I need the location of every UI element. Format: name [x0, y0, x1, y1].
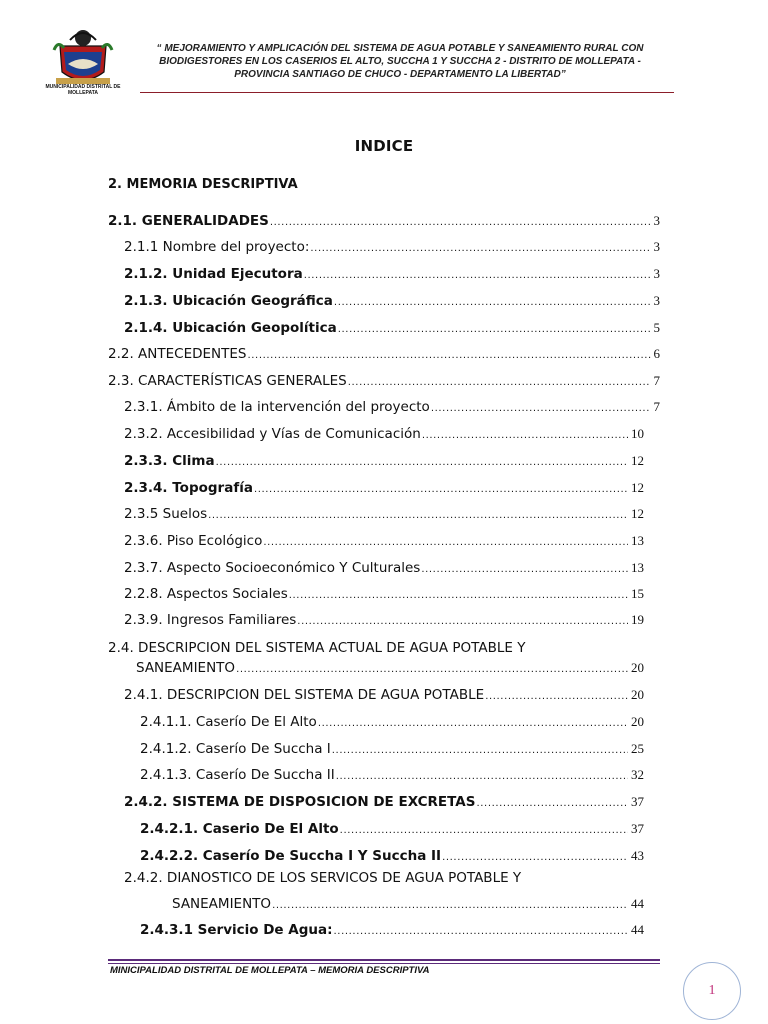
project-title-line: PROVINCIA SANTIAGO DE CHUCO - DEPARTAMENTO LA LIBERTAD” [234, 69, 566, 80]
toc-entry-label: 2.3.7. Aspecto Socioeconómico Y Culturales [124, 560, 421, 576]
toc-leader-dots [338, 324, 651, 335]
toc-entry-label: 2.3. CARACTERÍSTICAS GENERALES [108, 373, 347, 389]
toc-leader-dots [476, 798, 628, 809]
toc-page-number: 3 [653, 266, 660, 281]
toc-leader-dots [304, 270, 651, 281]
toc-page-number: 13 [631, 560, 644, 575]
toc-entry[interactable] [124, 239, 660, 259]
toc-page-number: 44 [631, 896, 644, 911]
toc-entry-label: 2.3.1. Ámbito de la intervención del proyecto [124, 399, 430, 415]
toc-entry-label: 2.3.3. Clima [124, 453, 215, 469]
toc-entry-label: 2.1.2. Unidad Ejecutora [124, 266, 303, 282]
toc-entry[interactable] [124, 586, 644, 606]
toc-entry[interactable] [124, 560, 644, 580]
toc-page-number: 12 [631, 506, 644, 521]
toc-entry-label: 2.3.9. Ingresos Familiares [124, 612, 297, 628]
toc-leader-dots [270, 217, 651, 228]
toc-page-number: 3 [653, 213, 660, 228]
toc-entry-label: 2.1.3. Ubicación Geográfica [124, 293, 333, 309]
toc-entry[interactable] [140, 741, 644, 761]
toc-page-number: 13 [631, 533, 644, 548]
toc-leader-dots [332, 745, 628, 756]
toc-entry-label: 2.2.8. Aspectos Sociales [124, 586, 288, 602]
toc-entry[interactable] [124, 293, 660, 313]
toc-entry-label: 2.3.4. Topografía [124, 480, 253, 496]
toc-entry[interactable] [140, 821, 644, 841]
toc-entry-label: 2.4.2. SISTEMA DE DISPOSICION DE EXCRETAS [124, 794, 476, 810]
toc-page-number: 37 [631, 821, 644, 836]
header-divider [140, 92, 674, 93]
toc-entry-label: SANEAMIENTO [172, 896, 272, 912]
toc-page-number: 7 [653, 373, 660, 388]
toc-entry[interactable] [124, 533, 644, 553]
toc-entry-label: 2.3.6. Piso Ecológico [124, 533, 263, 549]
toc-entry-label: 2.4.1.1. Caserío De El Alto [140, 714, 317, 730]
toc-leader-dots [297, 616, 628, 627]
toc-entry-label: 2.3.2. Accesibilidad y Vías de Comunicación [124, 426, 421, 442]
toc-entry[interactable] [124, 453, 644, 473]
toc-page-number: 7 [653, 399, 660, 414]
toc-entry[interactable] [140, 922, 644, 942]
toc-page-number: 19 [631, 612, 644, 627]
toc-page-number: 43 [631, 848, 644, 863]
toc-entry[interactable] [124, 266, 660, 286]
section-heading: 2. MEMORIA DESCRIPTIVA [108, 177, 298, 192]
toc-leader-dots [485, 691, 628, 702]
toc-entry-label: 2.4.2.2. Caserío De Succha I Y Succha II [140, 848, 442, 864]
logo-caption: MUNICIPALIDAD DISTRITAL DE MOLLEPATA [45, 84, 121, 96]
toc-leader-dots [336, 771, 628, 782]
toc-page-number: 20 [631, 687, 644, 702]
toc-page-number: 44 [631, 922, 644, 937]
toc-page-number: 12 [631, 480, 644, 495]
toc-entry[interactable] [124, 426, 644, 446]
toc-entry-label: 2.3.5 Suelos [124, 506, 208, 522]
toc-leader-dots [263, 537, 628, 548]
toc-page-number: 20 [631, 714, 644, 729]
toc-leader-dots [442, 852, 628, 863]
toc-leader-dots [236, 664, 628, 675]
page-number: 1 [683, 962, 741, 1020]
toc-entry-label: 2.1. GENERALIDADES [108, 213, 269, 229]
toc-entry-label: 2.1.4. Ubicación Geopolítica [124, 320, 337, 336]
page-title: INDICE [354, 137, 414, 155]
toc-page-number: 20 [631, 660, 644, 675]
toc-entry[interactable] [136, 660, 644, 680]
toc-entry[interactable] [108, 373, 660, 393]
toc-leader-dots [348, 377, 651, 388]
toc-page-number: 25 [631, 741, 644, 756]
toc-entry[interactable] [124, 480, 644, 500]
toc-entry-label: 2.4.1.3. Caserío De Succha II [140, 767, 335, 783]
toc-entry[interactable] [124, 506, 644, 526]
toc-entry[interactable] [108, 213, 660, 233]
project-title [140, 42, 660, 81]
toc-page-number: 6 [653, 346, 660, 361]
toc-entry-label: 2.4.2.1. Caserio De El Alto [140, 821, 339, 837]
project-title-line: “ MEJORAMIENTO Y AMPLICACIÓN DEL SISTEMA DE AGUA POTABLE Y SANEAMIENTO RURAL CON [156, 43, 644, 54]
project-title-line: BIODIGESTORES EN LOS CASERIOS EL ALTO, SUCCHA 1 Y SUCCHA 2 - DISTRITO DE MOLLEPATA - [159, 56, 641, 67]
toc-leader-dots [310, 243, 650, 254]
toc-page-number: 3 [653, 293, 660, 308]
toc-entry[interactable] [124, 687, 644, 707]
toc-page-number: 32 [631, 767, 644, 782]
toc-leader-dots [254, 484, 628, 495]
toc-entry[interactable] [140, 767, 644, 787]
toc-page-number: 5 [653, 320, 660, 335]
toc-leader-dots [216, 457, 628, 468]
toc-entry[interactable] [172, 896, 644, 916]
toc-leader-dots [421, 564, 628, 575]
toc-leader-dots [340, 825, 628, 836]
toc-leader-dots [334, 297, 651, 308]
toc-leader-dots [289, 590, 628, 601]
toc-entry-label: 2.4.3.1 Servicio De Agua: [140, 922, 333, 938]
toc-entry[interactable] [140, 848, 644, 868]
toc-leader-dots [272, 900, 628, 911]
toc-entry-label: SANEAMIENTO [136, 660, 236, 676]
footer-divider [108, 959, 660, 961]
toc-entry-label: 2.4.1.2. Caserío De Succha I [140, 741, 331, 757]
toc-page-number: 3 [653, 239, 660, 254]
toc-entry-label: 2.1.1 Nombre del proyecto: [124, 239, 310, 255]
toc-entry-label: 2.2. ANTECEDENTES [108, 346, 247, 362]
toc-leader-dots [334, 926, 628, 937]
toc-entry-label: 2.4.1. DESCRIPCION DEL SISTEMA DE AGUA POTABLE [124, 687, 485, 703]
toc-entry[interactable] [124, 399, 660, 419]
toc-page-number: 12 [631, 453, 644, 468]
toc-page-number: 37 [631, 794, 644, 809]
toc-page-number: 15 [631, 586, 644, 601]
toc-entry[interactable] [140, 714, 644, 734]
toc-entry-label: 2.4. DESCRIPCION DEL SISTEMA ACTUAL DE AGUA POTABLE Y [108, 640, 526, 656]
toc-leader-dots [318, 718, 628, 729]
toc-page-number: 10 [631, 426, 644, 441]
toc-leader-dots [208, 510, 628, 521]
toc-entry-label: 2.4.2. DIANOSTICO DE LOS SERVICOS DE AGUA POTABLE Y [124, 870, 522, 886]
footer-text: MINICIPALIDAD DISTRITAL DE MOLLEPATA – MEMORIA DESCRIPTIVA [110, 965, 430, 976]
toc-entry[interactable] [124, 320, 660, 340]
toc-entry[interactable] [124, 794, 644, 814]
toc-entry[interactable] [124, 612, 644, 632]
toc-entry[interactable] [108, 346, 660, 366]
footer-divider-thin [108, 963, 660, 964]
toc-leader-dots [431, 403, 651, 414]
toc-leader-dots [422, 430, 628, 441]
toc-leader-dots [248, 350, 651, 361]
